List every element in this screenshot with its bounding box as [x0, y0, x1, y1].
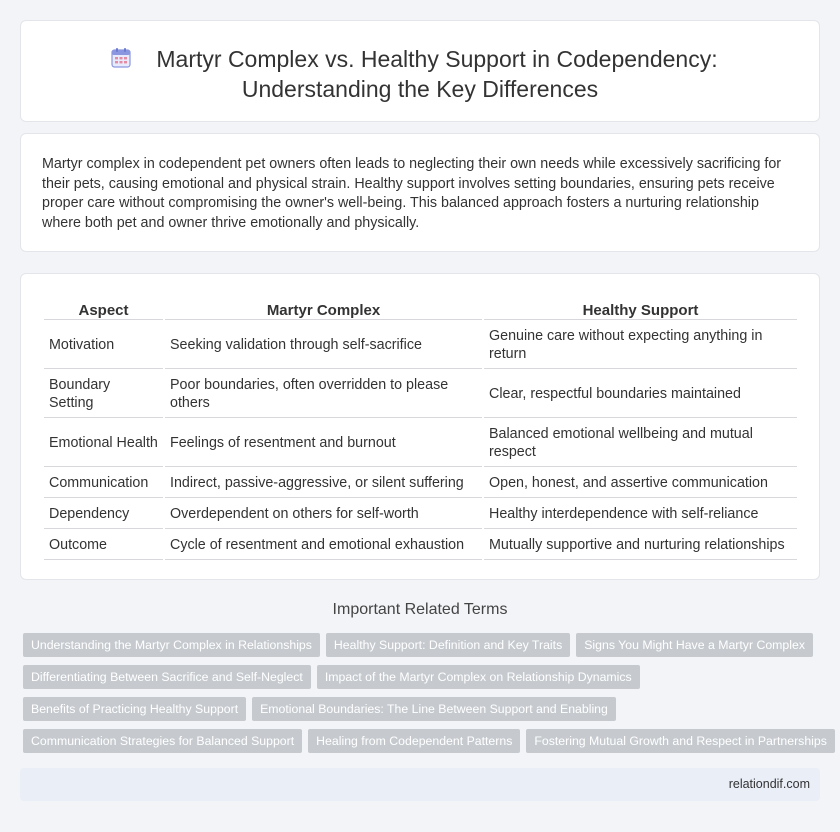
table-row	[44, 322, 797, 369]
table-cell-healthy: Open, honest, and assertive communication	[484, 469, 797, 498]
site-link[interactable]: relationdif.com	[728, 777, 810, 791]
table-row	[44, 531, 797, 560]
related-term-tag[interactable]: Signs You Might Have a Martyr Complex	[576, 633, 813, 657]
table-cell-aspect: Outcome	[44, 531, 163, 560]
comparison-table	[42, 294, 799, 562]
related-term-tag[interactable]: Healthy Support: Definition and Key Traits	[326, 633, 570, 657]
table-cell-martyr: Feelings of resentment and burnout	[165, 420, 482, 467]
summary-text: Martyr complex in codependent pet owners often leads to neglecting their own needs while excessively sacrificing for their pets, causing emotional and physical strain. Healthy support involves setting boundaries, ensuring pets receive proper care without compromising the owner's well-being. This balanced approach fosters a nurturing relationship where both pet and owner thrive emotionally and physically.	[42, 156, 782, 231]
column-header-aspect: Aspect	[44, 296, 163, 320]
table-row	[44, 469, 797, 498]
table-row	[44, 420, 797, 467]
summary-card	[20, 133, 820, 252]
table-row	[44, 371, 797, 418]
footer	[20, 768, 820, 801]
table-cell-aspect: Emotional Health	[44, 420, 163, 467]
table-cell-martyr: Poor boundaries, often overridden to please others	[165, 371, 482, 418]
related-term-tag[interactable]: Communication Strategies for Balanced Support	[23, 729, 302, 753]
table-cell-healthy: Healthy interdependence with self-reliance	[484, 500, 797, 529]
table-cell-martyr: Overdependent on others for self-worth	[165, 500, 482, 529]
related-term-tag[interactable]: Emotional Boundaries: The Line Between Support and Enabling	[252, 697, 616, 721]
column-header-healthy-support: Healthy Support	[484, 296, 797, 320]
table-cell-martyr: Seeking validation through self-sacrifice	[165, 322, 482, 369]
table-row	[44, 500, 797, 529]
title-line-2: Understanding the Key Differences	[241, 76, 599, 102]
header-card	[20, 20, 820, 122]
related-terms-heading: Important Related Terms	[332, 601, 508, 618]
related-term-tag[interactable]: Healing from Codependent Patterns	[308, 729, 520, 753]
title-line-1: Martyr Complex vs. Healthy Support in Codependency:	[156, 46, 718, 72]
table-cell-aspect: Boundary Setting	[44, 371, 163, 418]
related-term-tag[interactable]: Differentiating Between Sacrifice and Self-Neglect	[23, 665, 311, 689]
table-cell-healthy: Clear, respectful boundaries maintained	[484, 371, 797, 418]
table-cell-aspect: Dependency	[44, 500, 163, 529]
table-cell-healthy: Mutually supportive and nurturing relationships	[484, 531, 797, 560]
related-term-tag[interactable]: Understanding the Martyr Complex in Relationships	[23, 633, 320, 657]
table-cell-martyr: Indirect, passive-aggressive, or silent suffering	[165, 469, 482, 498]
comparison-table-card	[20, 273, 820, 580]
table-cell-aspect: Communication	[44, 469, 163, 498]
related-term-tag[interactable]: Benefits of Practicing Healthy Support	[23, 697, 246, 721]
table-cell-aspect: Motivation	[44, 322, 163, 369]
table-cell-healthy: Balanced emotional wellbeing and mutual respect	[484, 420, 797, 467]
page-title	[21, 44, 819, 104]
related-terms-list	[23, 633, 827, 761]
column-header-martyr-complex: Martyr Complex	[165, 296, 482, 320]
related-term-tag[interactable]: Fostering Mutual Growth and Respect in Partnerships	[526, 729, 835, 753]
table-header-row	[44, 296, 797, 320]
table-cell-martyr: Cycle of resentment and emotional exhaustion	[165, 531, 482, 560]
table-cell-healthy: Genuine care without expecting anything in return	[484, 322, 797, 369]
related-term-tag[interactable]: Impact of the Martyr Complex on Relationship Dynamics	[317, 665, 640, 689]
